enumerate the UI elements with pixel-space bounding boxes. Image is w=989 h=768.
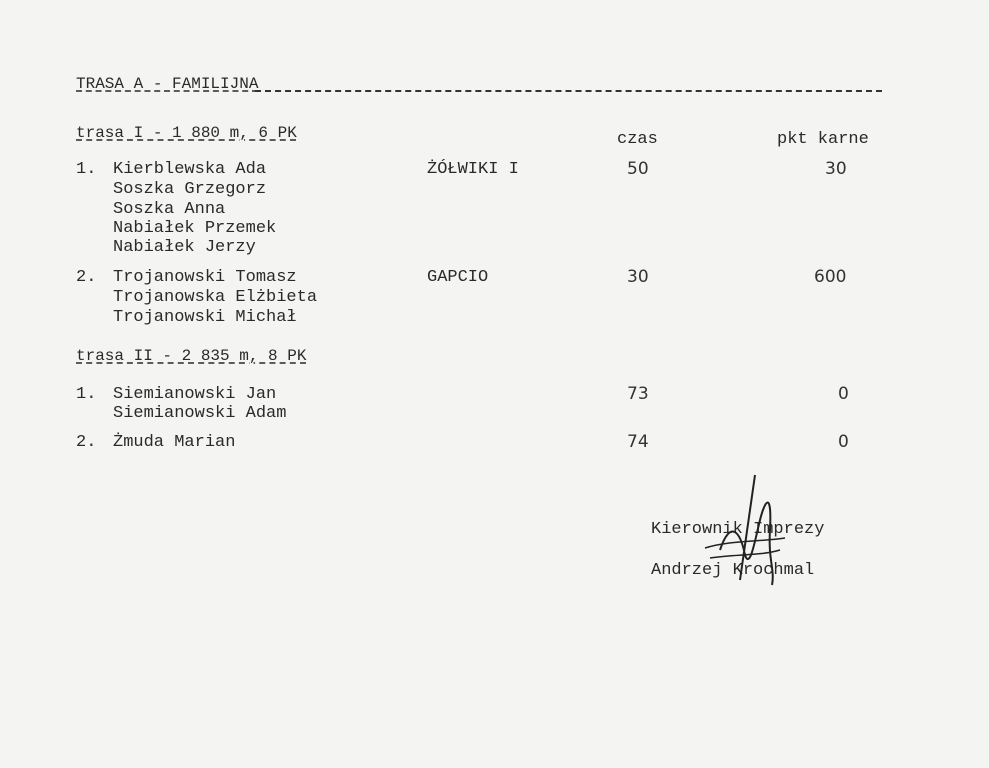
handwritten-signature: [700, 470, 790, 590]
section-heading-2: trasa II - 2 835 m, 8 PK: [76, 347, 307, 365]
team-name: GAPCIO: [427, 268, 489, 287]
penalty-value: 0: [838, 432, 849, 452]
penalty-value: 0: [838, 384, 849, 404]
team-name: ŻÓŁWIKI I: [427, 160, 519, 179]
participant-name: Nabiałek Jerzy: [113, 238, 256, 257]
participant-name: Soszka Anna: [113, 200, 226, 219]
penalty-value: 30: [825, 159, 847, 179]
column-header-penalty: pkt karne: [777, 130, 869, 149]
time-value: 73: [627, 384, 649, 404]
entry-number: 2.: [76, 268, 97, 287]
signature-role: Kierownik Imprezy: [651, 520, 825, 539]
time-value: 30: [627, 267, 649, 287]
participant-name: Siemianowski Adam: [113, 404, 287, 423]
participant-name: Trojanowski Tomasz: [113, 268, 297, 287]
participant-name: Kierblewska Ada: [113, 160, 267, 179]
participant-name: Soszka Grzegorz: [113, 180, 267, 199]
entry-number: 2.: [76, 433, 97, 452]
time-value: 74: [627, 432, 649, 452]
participant-name: Żmuda Marian: [113, 433, 236, 452]
signature-name: Andrzej Krochmal: [651, 561, 815, 580]
section-heading-1: trasa I - 1 880 m, 6 PK: [76, 124, 297, 142]
participant-name: Siemianowski Jan: [113, 385, 277, 404]
document-title: TRASA A - FAMILIJNA: [76, 75, 259, 93]
title-dashed-rule: [255, 90, 882, 92]
entry-number: 1.: [76, 160, 97, 179]
participant-name: Nabiałek Przemek: [113, 219, 277, 238]
participant-name: Trojanowski Michał: [113, 308, 297, 327]
participant-name: Trojanowska Elżbieta: [113, 288, 318, 307]
time-value: 50: [627, 159, 649, 179]
entry-number: 1.: [76, 385, 97, 404]
penalty-value: 600: [814, 267, 847, 287]
column-header-time: czas: [617, 130, 658, 149]
